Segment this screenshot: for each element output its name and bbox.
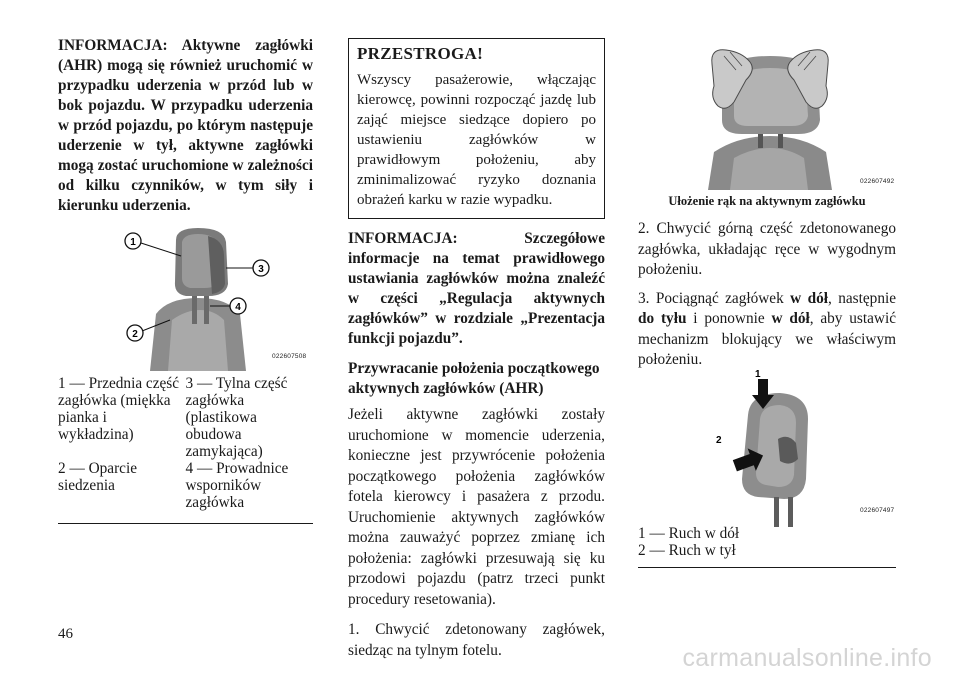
watermark: carmanualsonline.info: [682, 644, 932, 672]
warning-box: [348, 38, 605, 219]
warning-title: PRZESTROGA!: [357, 44, 484, 63]
headrest-motion-figure: [638, 368, 896, 529]
callout-3: [253, 260, 269, 276]
svg-text:1: 1: [130, 237, 136, 248]
figure-caption: Ułożenie rąk na aktywnym zagłówku: [668, 194, 866, 208]
section-heading: Przywracanie położenia początkowego aktywnych zagłówków (AHR): [348, 360, 600, 397]
hand-position-figure: [638, 40, 896, 190]
figure-code: 022607497: [860, 506, 895, 514]
left-column: [58, 36, 313, 524]
divider: [58, 523, 313, 524]
figure-code: 022607508: [272, 353, 307, 360]
hand-position-illustration: [638, 40, 896, 190]
legend-item-2: 2 — Oparcie siedzenia: [58, 460, 138, 494]
figure-code: 022607492: [860, 178, 895, 185]
divider: [638, 567, 896, 568]
page-number: 46: [58, 626, 73, 642]
callout-2: 2: [716, 434, 722, 446]
legend-item-1: 1 — Ruch w dół: [638, 524, 740, 542]
info-note-ahr: INFORMACJA: Aktywne zagłówki (AHR) mogą się również uruchomić w przypadku uderzenia w przód lub w bok pojazdu. W przypadku uderzenia w przód pojazdu, po którym następuje uderzenie w tył, aktywne zagłówki mogą zostać uruchomione w zależności od kilku czynników, w tym siły i kierunku uderzenia.: [58, 37, 313, 214]
legend-row: [58, 460, 313, 511]
callout-2: [127, 325, 143, 341]
info-note-adjustment: INFORMACJA: Szczegółowe informacje na temat prawidłowego ustawiania zagłówków można znaleźć w części „Regulacja aktywnych zagłówków” w rozdziale „Prezentacja funkcji pojazdu”.: [348, 230, 605, 347]
svg-text:4: 4: [235, 302, 241, 313]
callout-1: [125, 233, 141, 249]
legend-row: [58, 375, 313, 460]
step-3: 3. Pociągnąć zagłówek w dół, następnie do tyłu i ponownie w dół, aby ustawić mechanizm blokujący we właściwym położeniu.: [638, 289, 897, 368]
callout-4: [230, 298, 246, 314]
legend-item-1: 1 — Przednia część zagłówka (miękka pianka i wykładzina): [58, 375, 180, 443]
svg-text:3: 3: [258, 264, 264, 275]
motion-legend: [638, 525, 896, 559]
step-2: 2. Chwycić górną część zdetonowanego zagłówka, układając ręce w wygodnym położeniu.: [638, 220, 896, 278]
legend-item-3: 3 — Tylna część zagłówka (plastikowa obudowa zamykająca): [185, 375, 288, 460]
headrest-components-figure: [58, 226, 313, 371]
reset-body-text: Jeżeli aktywne zagłówki zostały uruchomione w momencie uderzenia, konieczne jest przywrócenie położenia początkowego położenia zagłówków fotela kierowcy i pasażera z przodu. Uruchomienie aktywnych zagłówków można zauważyć poprzez zmianę ich położenia: zagłówki przesuwają się ku przodowi pojazdu (patrz trzeci punkt procedury resetowania).: [348, 406, 605, 608]
legend-item-4: 4 — Prowadnice wsporników zagłówka: [185, 460, 289, 511]
headrest-components-illustration: [58, 226, 313, 371]
callout-1: 1: [755, 368, 761, 380]
headrest-legend: [58, 375, 313, 511]
headrest-motion-illustration: [638, 368, 896, 529]
svg-text:2: 2: [132, 329, 138, 340]
warning-text: Wszyscy pasażerowie, włączając kierowcę, powinni rozpocząć jazdę lub zająć miejsce siedzące dopiero po ustawieniu zagłówków w prawidłowym położeniu, aby zminimalizować ryzyko doznania obrażeń karku w razie wypadku.: [357, 72, 596, 208]
step-1: 1. Chwycić zdetonowany zagłówek, siedząc na tylnym fotelu.: [348, 621, 605, 659]
middle-column: [348, 38, 605, 661]
right-column: [638, 40, 896, 568]
legend-item-2: 2 — Ruch w tył: [638, 541, 736, 559]
